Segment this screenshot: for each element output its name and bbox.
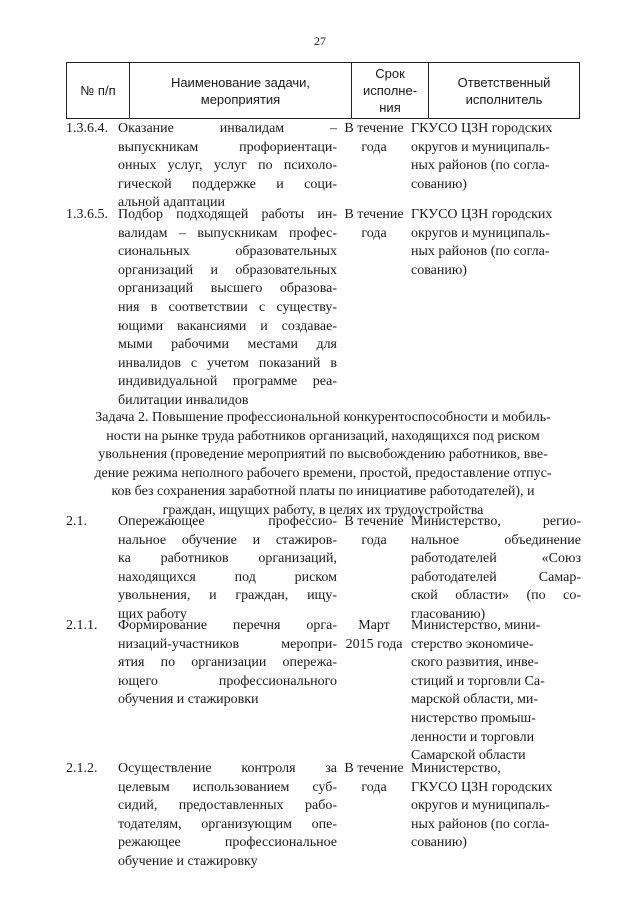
row-term [340, 760, 408, 797]
task-line: Подбор подходящей работы ин- [118, 207, 337, 222]
section-heading [66, 409, 580, 521]
task-line: сидий, предоставленных рабо- [118, 798, 337, 814]
section-line: Задача 2. Повышение профессиональной конкурентоспособности и мобиль- [95, 410, 551, 425]
section-line: дение режима неполного рабочего времени, простой, предоставление отпус- [94, 465, 552, 481]
resp-line: ГКУСО ЦЗН городских [411, 121, 553, 136]
section-line: граждан, ищущих работу, в целях их трудоустройства [162, 502, 484, 518]
task-line: увольнения, и граждан, ищу- [118, 588, 337, 604]
task-line: ющего профессионального [118, 673, 337, 689]
resp-line: стиций и торговли Са- [411, 673, 545, 689]
task-line: ка работников организаций, [118, 551, 337, 567]
task-line: валидам – выпускникам профес- [118, 225, 337, 241]
task-line: тодателям, организующим опе- [118, 816, 337, 832]
row-number: 1.3.6.4. [66, 121, 108, 136]
resp-line: ных районов (по согла- [411, 158, 550, 174]
task-line: нальное обучение и стажиров- [118, 532, 337, 548]
resp-line: сованию) [411, 262, 467, 278]
row-term [340, 120, 408, 157]
task-line: Опережающее профессио- [118, 514, 337, 529]
task-line: инвалидов с учетом показаний в [118, 355, 337, 371]
task-line: билитации инвалидов [118, 392, 249, 408]
task-line: ния в соответствии с существу- [118, 299, 337, 315]
task-line: ющими вакансиями и создавае- [118, 318, 337, 334]
term-line: В течение [344, 761, 404, 776]
row-responsible [411, 206, 581, 280]
resp-line: нистерство промыш- [411, 710, 536, 726]
resp-line: нальное объединение [411, 532, 581, 548]
resp-line: Министерство, [411, 761, 501, 776]
resp-line: ных районов (по согла- [411, 244, 550, 260]
row-responsible [411, 120, 581, 194]
term-line: В течение [344, 514, 404, 529]
resp-line: ГКУСО ЦЗН городских [411, 207, 553, 222]
task-line: щих работу [118, 606, 187, 622]
header-num: № п/п [67, 63, 130, 119]
resp-line: округов и муниципаль- [411, 139, 550, 155]
task-line: гической поддержке и соци- [118, 176, 337, 192]
term-line: года [361, 532, 387, 548]
row-term [340, 206, 408, 243]
row-responsible [411, 760, 581, 853]
task-line: организаций высшего образова- [118, 281, 337, 297]
resp-line: ской области» (по со- [411, 588, 581, 604]
resp-line: гласованию) [411, 606, 486, 622]
resp-line: Самарской области [411, 748, 526, 764]
task-line: организаций и образовательных [118, 262, 337, 278]
task-line: мыми рабочими местами для [118, 337, 337, 353]
task-line: режающее профессиональное [118, 835, 337, 851]
resp-line: ГКУСО ЦЗН городских [411, 779, 553, 795]
section-line: ности на рынке труда работников организаций, находящихся под риском [106, 428, 540, 444]
row-responsible [411, 513, 581, 625]
header-term: Срок исполне-ния [352, 63, 429, 119]
term-line: года [361, 779, 387, 795]
resp-line: стерство экономиче- [411, 636, 534, 652]
row-task [118, 513, 337, 625]
resp-line: округов и муниципаль- [411, 225, 550, 241]
task-line: Формирование перечня орга- [118, 618, 337, 633]
row-number: 1.3.6.5. [66, 207, 108, 222]
resp-line: Министерство, мини- [411, 618, 541, 633]
task-line: индивидуальной программе реа- [118, 374, 337, 390]
task-line: альной адаптации [118, 195, 226, 211]
task-line: выпускникам профориентаци- [118, 139, 337, 155]
row-task [118, 617, 337, 710]
resp-line: Министерство, регио- [411, 514, 581, 529]
term-line: года [361, 225, 387, 241]
row-term [340, 513, 408, 550]
resp-line: округов и муниципаль- [411, 798, 550, 814]
resp-line: работодателей Самар- [411, 569, 581, 585]
row-term [340, 617, 408, 654]
resp-line: работодателей «Союз [411, 551, 581, 567]
row-task [118, 760, 337, 872]
task-line: Осуществление контроля за [118, 761, 337, 776]
term-line: 2015 года [345, 636, 403, 652]
resp-line: ского развития, инве- [411, 655, 539, 671]
header-responsible: Ответственный исполнитель [429, 63, 580, 119]
row-responsible [411, 617, 581, 766]
task-line: Оказание инвалидам – [118, 121, 337, 136]
task-line: целевым использованием суб- [118, 779, 337, 795]
resp-line: ных районов (по согла- [411, 816, 550, 832]
term-line: В течение [344, 121, 404, 136]
row-number: 2.1.2. [66, 761, 98, 776]
task-line: обучения и стажировки [118, 692, 259, 708]
resp-line: сованию) [411, 176, 467, 192]
section-line: ков без сохранения заработной платы по инициативе работодателей), и [111, 484, 535, 500]
task-line: ятия по организации опережа- [118, 655, 337, 671]
task-line: находящихся под риском [118, 569, 337, 585]
task-line: онных услуг, услуг по психоло- [118, 158, 337, 174]
resp-line: сованию) [411, 835, 467, 851]
row-number: 2.1.1. [66, 618, 98, 633]
page-number: 27 [314, 34, 326, 48]
term-line: года [361, 139, 387, 155]
header-name: Наименование задачи, мероприятия [130, 63, 352, 119]
task-line: низаций-участников меропри- [118, 636, 337, 652]
row-task [118, 206, 337, 411]
row-task [118, 120, 337, 213]
table-header [66, 62, 580, 119]
resp-line: марской области, ми- [411, 692, 539, 708]
section-line: увольнения (проведение мероприятий по высвобождению работников, вве- [98, 447, 548, 463]
resp-line: ленности и торговли [411, 729, 535, 745]
task-line: обучение и стажировку [118, 853, 258, 869]
term-line: Март [358, 618, 390, 633]
row-number: 2.1. [66, 514, 87, 529]
term-line: В течение [344, 207, 404, 222]
task-line: сиональных образовательных [118, 244, 337, 260]
